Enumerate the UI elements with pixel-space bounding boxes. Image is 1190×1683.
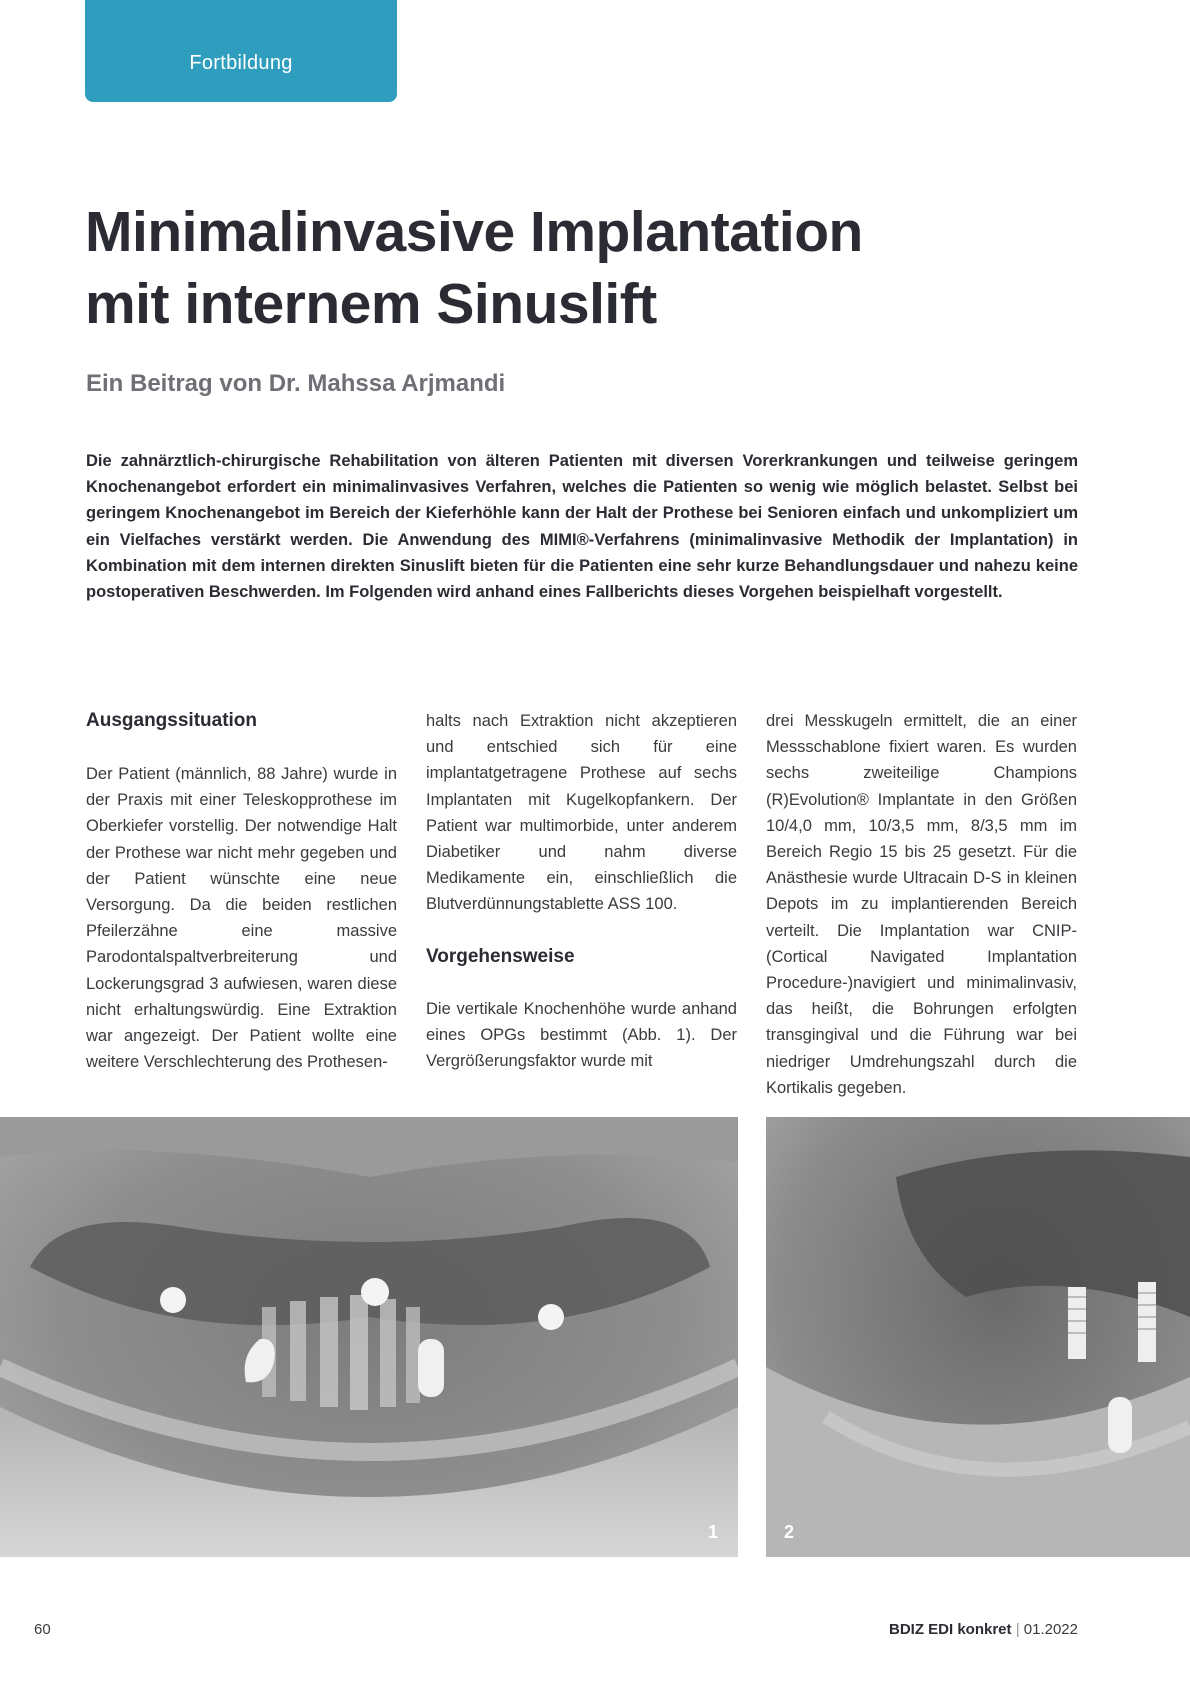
journal-name: BDIZ EDI konkret xyxy=(888,1621,1012,1638)
section-label: Fortbildung xyxy=(189,52,293,74)
paragraph-vorgehensweise: Die vertikale Knochenhöhe wurde anhand eines OPGs bestimmt (Abb. 1). Der Vergrößerungsfaktor wurde mit xyxy=(426,999,737,1071)
heading-ausgangssituation: Ausgangssituation xyxy=(86,710,258,731)
paragraph-vorgehensweise-cont: drei Messkugeln ermittelt, die an einer Messschablone fixiert waren. Es wurden sechs zweiteilige Champions (R)Evolution® Implantate in den Größen 10/4,0 mm, 10/3,5 mm, 8/3,5 mm im Bereich Regio 15 bis 25 gesetzt. Für die Anästhesie wurde Ultracain D-S in kleinen Depots im zu implantierenden Bereich verteilt. Die Implantation war CNIP-(Cortical Navigated Implantation Procedure-)navigiert und minimalinvasiv, das heißt, die Bohrungen erfolgten transgingival und die Führung war bei niedriger Umdrehungszahl durch die Kortikalis gegeben. xyxy=(766,712,1077,1097)
figure-2-number: 2 xyxy=(784,1522,795,1542)
column-1 xyxy=(86,708,397,1075)
journal-footer xyxy=(889,1621,1078,1638)
figure-1-number: 1 xyxy=(707,1522,718,1542)
panoramic-xray-image xyxy=(0,1117,738,1557)
title-line-2: mit internem Sinuslift xyxy=(85,272,657,336)
article-title xyxy=(85,196,1085,340)
section-tab xyxy=(85,0,397,102)
footer-separator: | xyxy=(1015,1621,1020,1638)
figure-2-xray xyxy=(766,1117,1190,1557)
column-3 xyxy=(766,708,1077,1101)
paragraph-ausgangssituation-cont: halts nach Extraktion nicht akzeptieren und entschied sich für eine implantatgetragene Prothese auf sechs Implantaten mit Kugelkopfankern. Der Patient war multimorbide, unter anderem Diabetiker und nahm diverse Medikamente ein, einschließlich die Blutverdünnungstablette ASS 100. xyxy=(426,712,737,914)
journal-issue: 01.2022 xyxy=(1023,1621,1078,1638)
paragraph-ausgangssituation: Der Patient (männlich, 88 Jahre) wurde in der Praxis mit einer Teleskopprothese im Oberkiefer vorstellig. Der notwendige Halt der Prothese war nicht mehr gegeben und der Patient wünschte eine neue Versorgung. Da die beiden restlichen Pfeilerzähne eine massive Parodontalspaltverbreiterung und Lockerungsgrad 3 aufwiesen, waren diese nicht erhaltungswürdig. Eine Extraktion war angezeigt. Der Patient wollte eine weitere Verschlechterung des Prothesen- xyxy=(86,765,397,1072)
abstract: Die zahnärztlich-chirurgische Rehabilitation von älteren Patienten mit diversen Vorerkrankungen und teilweise geringem Knochenangebot erfordert ein minimalinvasives Verfahren, welches die Patienten so wenig wie möglich belastet. Selbst bei geringem Knochenangebot im Bereich der Kieferhöhle kann der Halt der Prothese bei Senioren einfach und unkompliziert um ein Vielfaches verstärkt werden. Die Anwendung des MIMI®-Verfahrens (minimalinvasive Methodik der Implantation) in Kombination mit dem internen direkten Sinuslift bieten für die Patienten eine sehr kurze Behandlungsdauer und nahezu keine postoperativen Beschwerden. Im Folgenden wird anhand eines Fallberichts dieses Vorgehen beispielhaft vorgestellt. xyxy=(86,452,1078,602)
byline: Ein Beitrag von Dr. Mahssa Arjmandi xyxy=(86,370,506,397)
implant-xray-image xyxy=(766,1117,1190,1557)
title-line-1: Minimalinvasive Implantation xyxy=(85,200,863,264)
figure-1-xray xyxy=(0,1117,738,1557)
heading-vorgehensweise: Vorgehensweise xyxy=(426,945,575,967)
page-number: 60 xyxy=(34,1621,51,1638)
column-2 xyxy=(426,708,737,1074)
